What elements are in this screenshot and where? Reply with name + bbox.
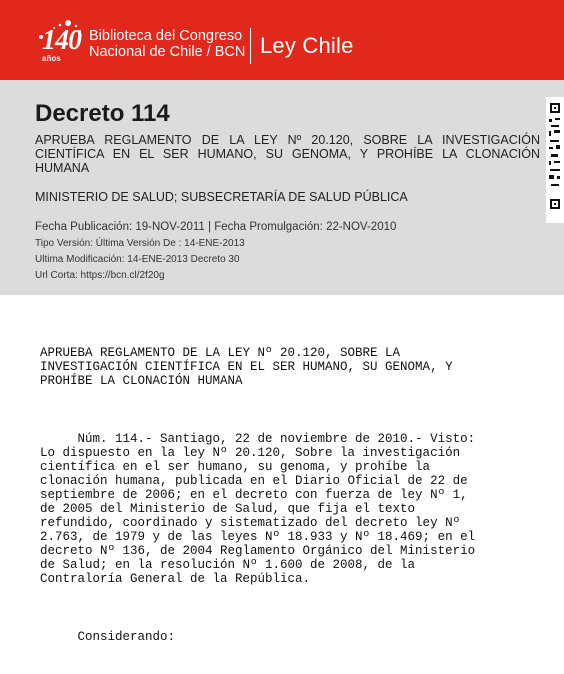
document-subtitle: APRUEBA REGLAMENTO DE LA LEY Nº 20.120, SOBRE LA INVESTIGACIÓN CIENTÍFICA EN EL SER HUMANO, SU GENOMA, Y PROHÍBE LA CLONACIÓN HUMANA — [35, 133, 540, 175]
document-ministry: MINISTERIO DE SALUD; SUBSECRETARÍA DE SALUD PÚBLICA — [35, 190, 408, 204]
body-heading: APRUEBA REGLAMENTO DE LA LEY Nº 20.120, SOBRE LA INVESTIGACIÓN CIENTÍFICA EN EL SER HUMANO, SU GENOMA, Y PROHÍBE LA CLONACIÓN HUMANA — [40, 346, 453, 388]
logo-number: 140 — [42, 25, 81, 56]
qr-code-icon — [546, 97, 564, 223]
document-info-panel — [0, 80, 564, 295]
org-name[interactable] — [89, 28, 245, 60]
document-version-type: Tipo Versión: Última Versión De : 14-ENE-2013 — [35, 238, 245, 249]
org-name-line2: Nacional de Chile / BCN — [89, 44, 246, 60]
document-last-modification: Ultima Modificación: 14-ENE-2013 Decreto 30 — [35, 254, 240, 265]
product-name[interactable]: Ley Chile — [260, 33, 354, 58]
document-body — [40, 318, 550, 674]
header-divider — [250, 28, 251, 64]
document-title: Decreto 114 — [35, 100, 170, 127]
body-paragraph-considerando: Considerando: — [40, 630, 176, 644]
body-paragraph-visto: Núm. 114.- Santiago, 22 de noviembre de 2010.- Visto: Lo dispuesto en la ley Nº 20.120, Sobre la investigación científica en el ser humano, su genoma, y prohíbe la clonación humana, publicada en el Diario Oficial de 22 de septiembre de 2006; en el decreto con fuerza de ley Nº 1, de 2005 del Ministerio de Salud, que fija el texto refundido, coordinado y sistematizado del decreto ley Nº 2.763, de 1979 y de las leyes Nº 18.933 y Nº 18.469; en el decreto Nº 136, de 2004 Reglamento Orgánico del Ministerio de Salud; en la resolución Nº 1.600 de 2008, de la Contraloría General de la República. — [40, 432, 476, 586]
site-header — [0, 0, 564, 80]
org-name-line1: Biblioteca del Congreso — [89, 28, 243, 44]
logo-years-label: años — [42, 54, 61, 63]
document-short-url[interactable]: Url Corta: https://bcn.cl/2f20g — [35, 270, 165, 281]
bcn-140-logo[interactable] — [38, 20, 86, 66]
document-dates: Fecha Publicación: 19-NOV-2011 | Fecha Promulgación: 22-NOV-2010 — [35, 221, 397, 233]
